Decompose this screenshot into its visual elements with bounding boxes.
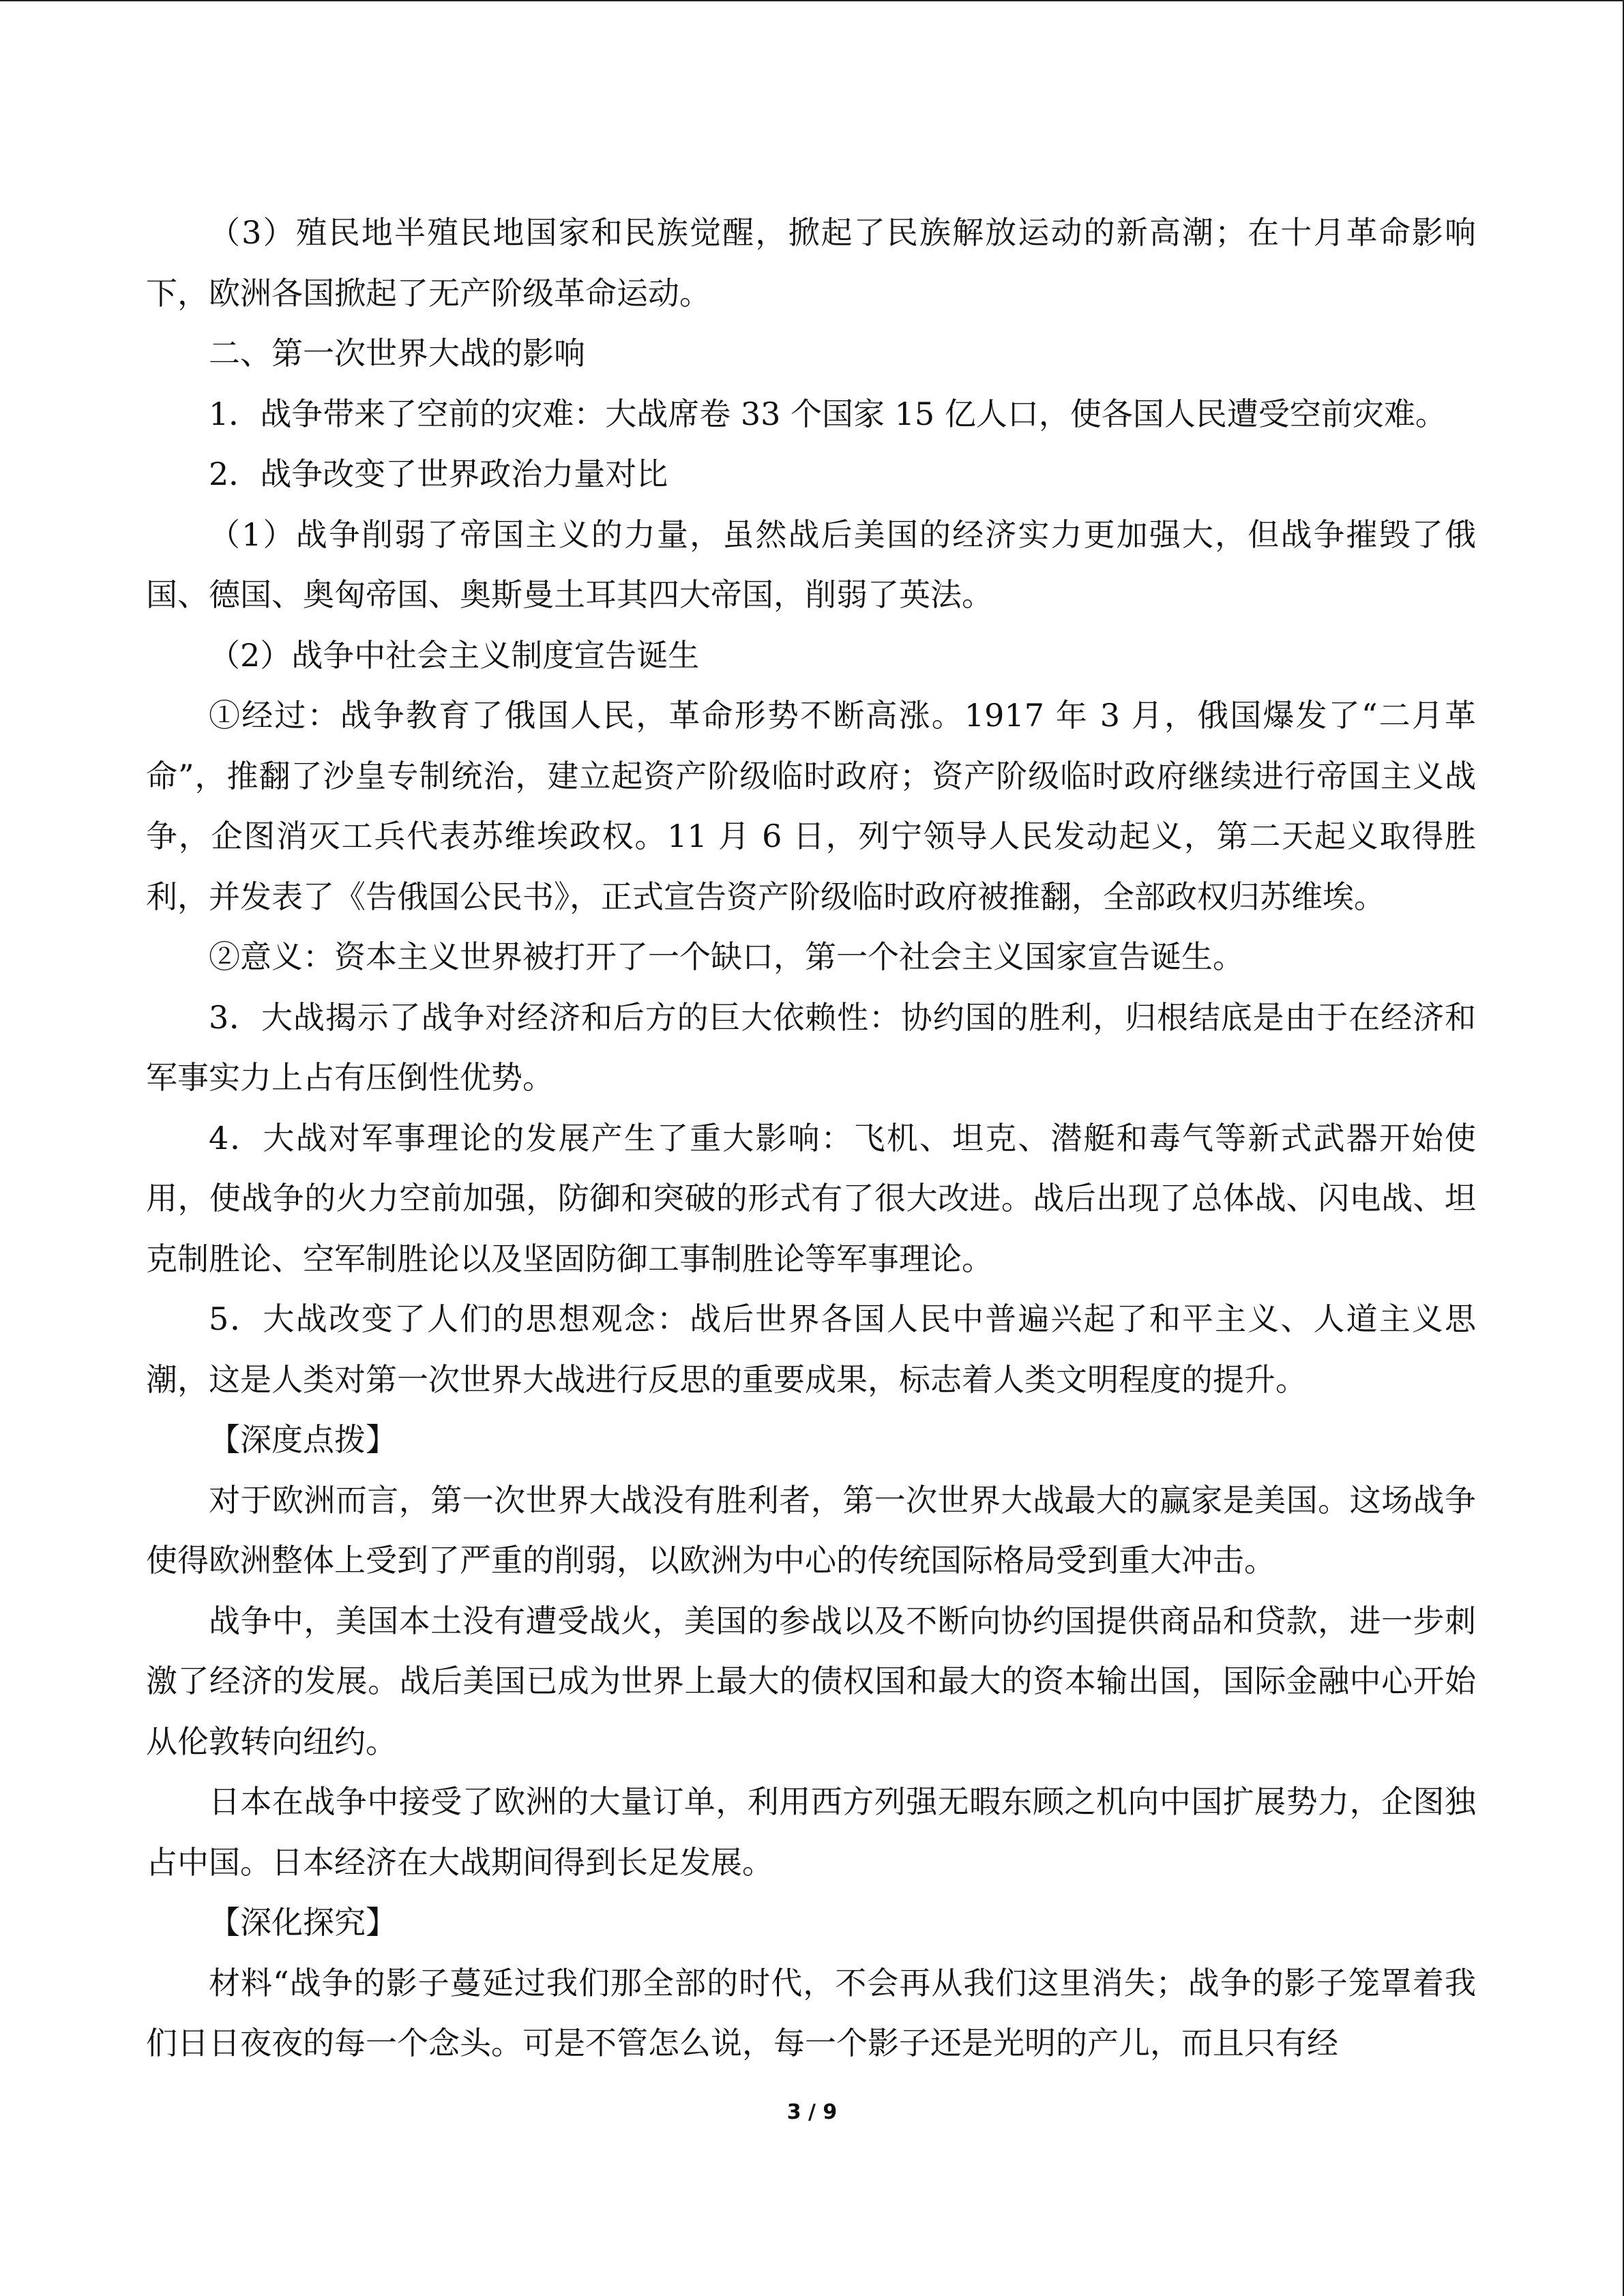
paragraph: ①经过：战争教育了俄国人民，革命形势不断高涨。1917 年 3 月，俄国爆发了“二月革命”，推翻了沙皇专制统治，建立起资产阶级临时政府；资产阶级临时政府继续进行帝国主义战争，企图消灭工兵代表苏维埃政权。11 月 6 日，列宁领导人民发动起义，第二天起义取得胜利，并发表了《告俄国公民书》，正式宣告资产阶级临时政府被推翻，全部政权归苏维埃。: [146, 697, 1476, 915]
paragraph: 4．大战对军事理论的发展产生了重大影响：飞机、坦克、潜艇和毒气等新式武器开始使用，使战争的火力空前加强，防御和突破的形式有了很大改进。战后出现了总体战、闪电战、坦克制胜论、空军制胜论以及坚固防御工事制胜论等军事理论。: [146, 1119, 1476, 1277]
paragraph: 5．大战改变了人们的思想观念：战后世界各国人民中普遍兴起了和平主义、人道主义思潮，这是人类对第一次世界大战进行反思的重要成果，标志着人类文明程度的提升。: [146, 1300, 1476, 1398]
paragraph: 战争中，美国本土没有遭受战火，美国的参战以及不断向协约国提供商品和贷款，进一步刺激了经济的发展。战后美国已成为世界上最大的债权国和最大的资本输出国，国际金融中心开始从伦敦转向纽约。: [146, 1602, 1476, 1760]
section-label: 【深化探究】: [209, 1904, 397, 1941]
paragraph: （2）战争中社会主义制度宣告诞生: [209, 636, 700, 674]
document-body: [146, 203, 1476, 2074]
paragraph: 材料“战争的影子蔓延过我们那全部的时代，不会再从我们这里消失；战争的影子笼罩着我们日日夜夜的每一个念头。可是不管怎么说，每一个影子还是光明的产儿，而且只有经: [146, 1964, 1476, 2061]
paragraph: 3．大战揭示了战争对经济和后方的巨大依赖性：协约国的胜利，归根结底是由于在经济和军事实力上占有压倒性优势。: [146, 998, 1476, 1096]
page-number: 3 / 9: [786, 2100, 838, 2124]
section-label: 【深度点拨】: [209, 1421, 397, 1458]
paragraph: 对于欧洲而言，第一次世界大战没有胜利者，第一次世界大战最大的赢家是美国。这场战争使得欧洲整体上受到了严重的削弱，以欧洲为中心的传统国际格局受到重大冲击。: [146, 1481, 1476, 1579]
paragraph: 1．战争带来了空前的灾难：大战席卷 33 个国家 15 亿人口，使各国人民遭受空前灾难。: [209, 395, 1447, 432]
section-heading: 二、第一次世界大战的影响: [209, 335, 585, 372]
paragraph: ②意义：资本主义世界被打开了一个缺口，第一个社会主义国家宣告诞生。: [209, 938, 1244, 975]
paragraph: 2．战争改变了世界政治力量对比: [209, 456, 668, 492]
paragraph: （3）殖民地半殖民地国家和民族觉醒，掀起了民族解放运动的新高潮；在十月革命影响下，欧洲各国掀起了无产阶级革命运动。: [146, 214, 1476, 312]
paragraph: 日本在战争中接受了欧洲的大量订单，利用西方列强无暇东顾之机向中国扩展势力，企图独占中国。日本经济在大战期间得到长足发展。: [146, 1783, 1476, 1881]
paragraph: （1）战争削弱了帝国主义的力量，虽然战后美国的经济实力更加强大，但战争摧毁了俄国、德国、奥匈帝国、奥斯曼土耳其四大帝国，削弱了英法。: [146, 516, 1476, 613]
